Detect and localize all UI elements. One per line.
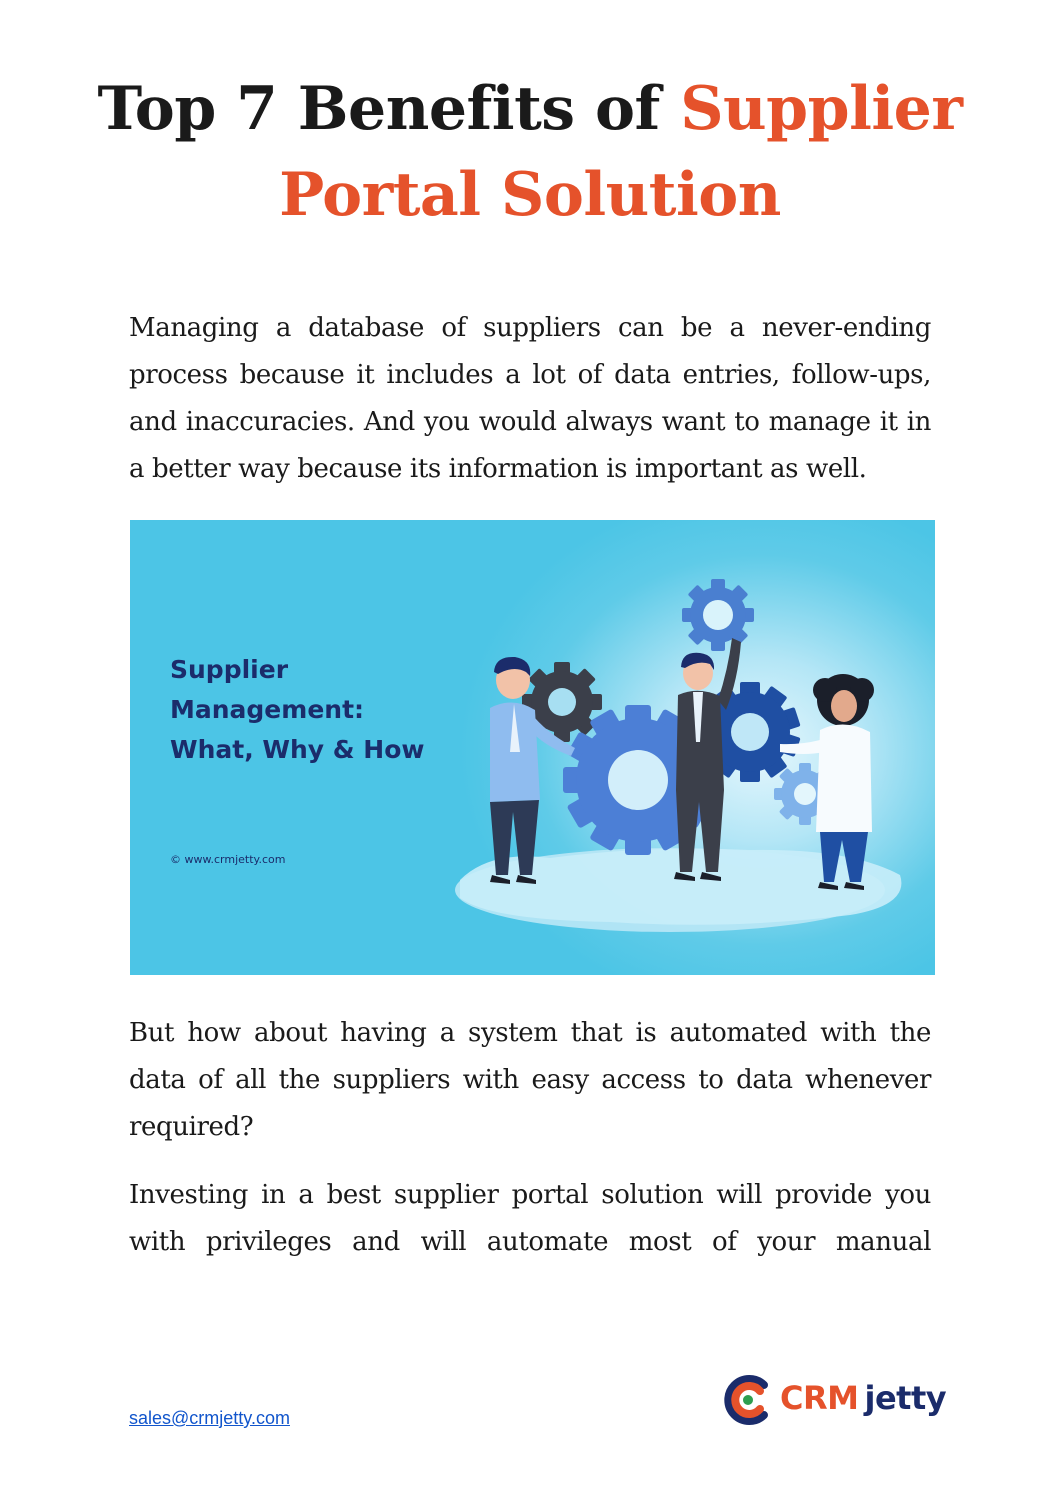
title-lead: Top 7 Benefits of xyxy=(97,74,681,144)
hero-heading-line: What, Why & How xyxy=(170,735,425,764)
question-paragraph: But how about having a system that is automated with the data of all the suppliers with easy access to data whenever required? xyxy=(129,1018,931,1142)
logo-crm: CRM xyxy=(780,1379,859,1417)
contact-email-link[interactable]: sales@crmjetty.com xyxy=(129,1408,290,1428)
hero-heading-line: Management: xyxy=(170,695,365,724)
hero-image xyxy=(130,520,935,975)
crmjetty-logo[interactable] xyxy=(724,1373,947,1429)
logo-wordmark xyxy=(780,1379,946,1417)
intro-paragraph: Managing a database of suppliers can be a never-ending process because it includes a lot of data entries, follow-ups, and inaccuracies. And you would always want to manage it in a better way because its information is important as well. xyxy=(129,313,931,484)
hero-heading xyxy=(170,650,424,770)
title-accent-line2: Portal Solution xyxy=(279,160,781,230)
investing-paragraph: Investing in a best supplier portal solution will provide you with privileges and will automate most of your manual xyxy=(129,1180,931,1257)
page-title xyxy=(80,66,980,238)
logo-jetty: jetty xyxy=(864,1379,947,1417)
hero-credit: © www.crmjetty.com xyxy=(170,853,286,866)
gear-top-icon xyxy=(682,579,754,651)
crmjetty-logo-icon xyxy=(724,1375,772,1425)
title-accent-line1: Supplier xyxy=(680,74,963,144)
hero-heading-line: Supplier xyxy=(170,655,289,684)
